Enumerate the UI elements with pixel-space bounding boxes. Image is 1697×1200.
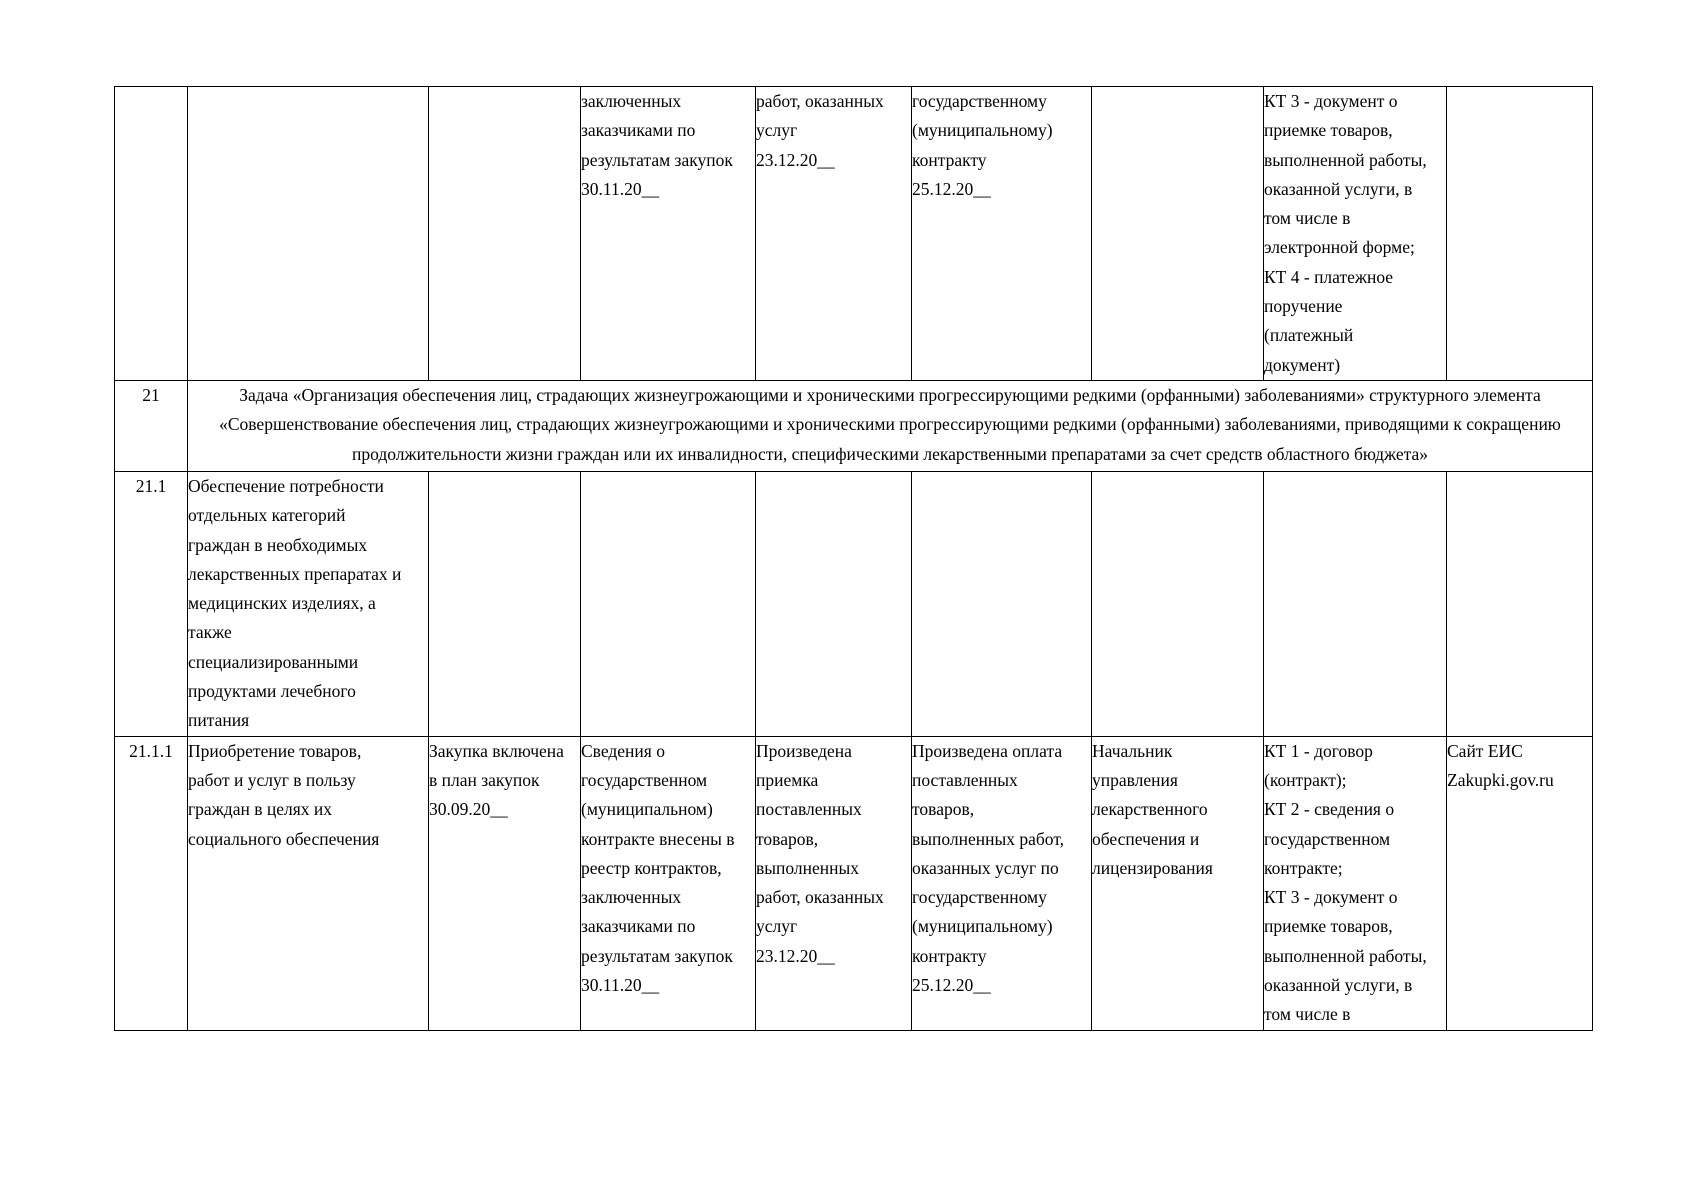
document-type-cell: КТ 1 - договор (контракт); КТ 2 - сведения о государственном контракте; КТ 3 - документ о приемке товаров, выполненной работы, оказанной услуги, в том числе в: [1264, 736, 1447, 1030]
table-row: [115, 736, 1593, 1030]
document-type-cell: [1264, 471, 1447, 736]
checkpoint-2-cell: [581, 471, 756, 736]
checkpoint-1-cell: Закупка включена в план закупок 30.09.20__: [429, 736, 581, 1030]
plan-table: [114, 86, 1593, 1031]
checkpoint-2-cell: заключенных заказчиками по результатам закупок 30.11.20__: [581, 87, 756, 381]
info-system-cell: [1447, 471, 1593, 736]
responsible-cell: [1092, 87, 1264, 381]
checkpoint-3-cell: Произведена приемка поставленных товаров, выполненных работ, оказанных услуг 23.12.20__: [756, 736, 912, 1030]
event-name-cell: [188, 87, 429, 381]
info-system-cell: [1447, 87, 1593, 381]
responsible-cell: [1092, 471, 1264, 736]
table-row: [115, 471, 1593, 736]
checkpoint-3-cell: работ, оказанных услуг 23.12.20__: [756, 87, 912, 381]
checkpoint-4-cell: [912, 471, 1092, 736]
row-number-cell: 21: [115, 380, 188, 471]
event-name-cell: Обеспечение потребности отдельных категорий граждан в необходимых лекарственных препаратах и медицинских изделиях, а также специализированными продуктами лечебного питания: [188, 471, 429, 736]
checkpoint-1-cell: [429, 471, 581, 736]
table-row: [115, 87, 1593, 381]
row-number-cell: 21.1: [115, 471, 188, 736]
task-row: [115, 380, 1593, 471]
task-description-cell: Задача «Организация обеспечения лиц, страдающих жизнеугрожающими и хроническими прогрессирующими редкими (орфанными) заболеваниями» структурного элемента «Совершенствование обеспечения лиц, страдающих жизнеугрожающими и хроническими прогрессирующими редкими (орфанными) заболеваниями, приводящими к сокращению продолжительности жизни граждан или их инвалидности, специфическими лекарственными препаратами за счет средств областного бюджета»: [188, 380, 1593, 471]
info-system-cell: Сайт ЕИС Zakupki.gov.ru: [1447, 736, 1593, 1030]
checkpoint-4-cell: Произведена оплата поставленных товаров, выполненных работ, оказанных услуг по государственному (муниципальному) контракту 25.12.20__: [912, 736, 1092, 1030]
checkpoint-1-cell: [429, 87, 581, 381]
responsible-cell: Начальник управления лекарственного обеспечения и лицензирования: [1092, 736, 1264, 1030]
checkpoint-3-cell: [756, 471, 912, 736]
document-type-cell: КТ 3 - документ о приемке товаров, выполненной работы, оказанной услуги, в том числе в электронной форме; КТ 4 - платежное поручение (платежный документ): [1264, 87, 1447, 381]
checkpoint-2-cell: Сведения о государственном (муниципальном) контракте внесены в реестр контрактов, заключенных заказчиками по результатам закупок 30.11.20__: [581, 736, 756, 1030]
row-number-cell: 21.1.1: [115, 736, 188, 1030]
event-name-cell: Приобретение товаров, работ и услуг в пользу граждан в целях их социального обеспечения: [188, 736, 429, 1030]
row-number-cell: [115, 87, 188, 381]
checkpoint-4-cell: государственному (муниципальному) контракту 25.12.20__: [912, 87, 1092, 381]
